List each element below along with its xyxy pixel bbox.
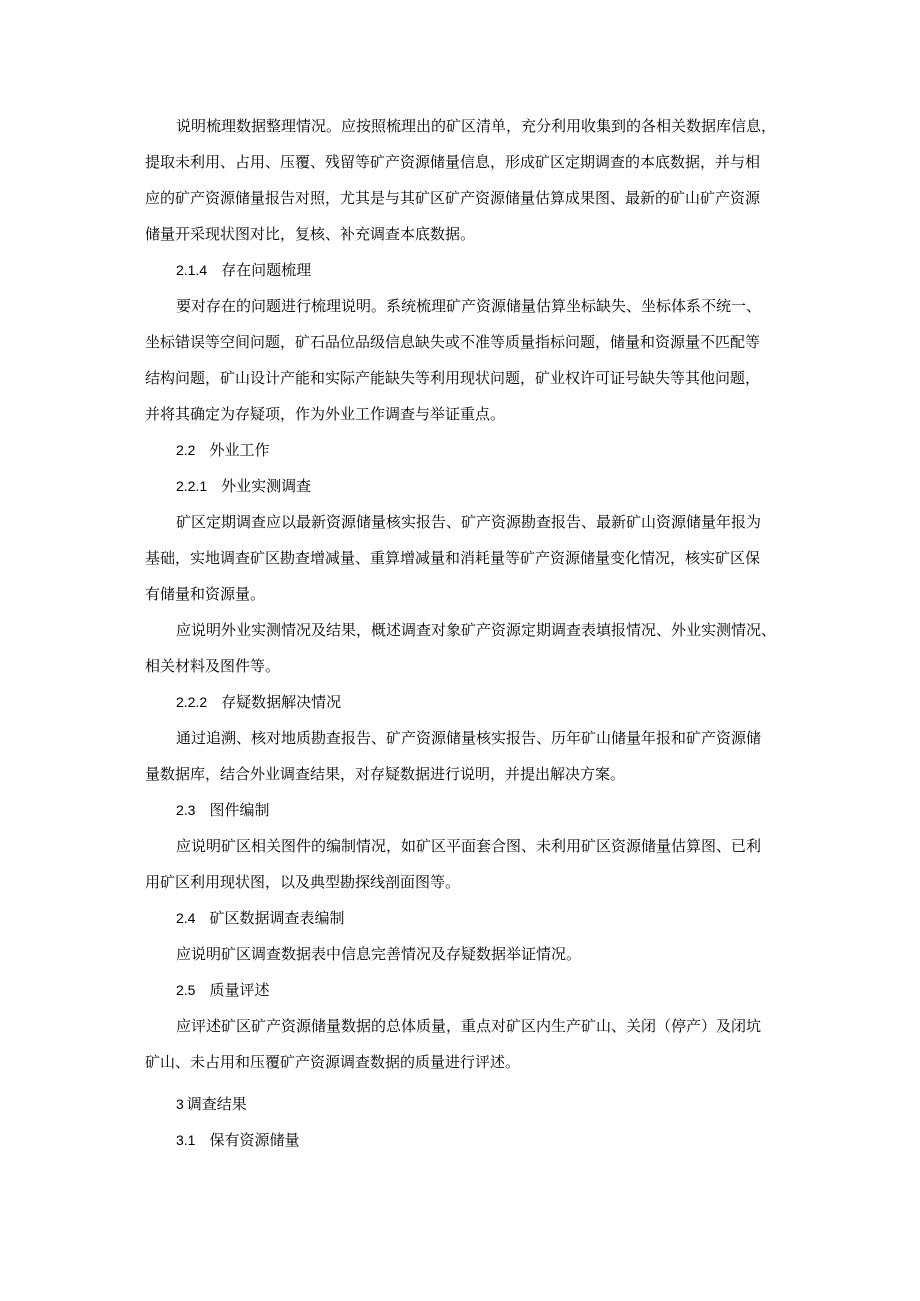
section-number: 3.1: [176, 1132, 196, 1148]
section-heading-2-4: [176, 908, 344, 928]
section-title: 图件编制: [209, 801, 270, 819]
section-number: 2.1.4: [176, 262, 208, 278]
paragraph-line: 矿山、未占用和压覆矿产资源调查数据的质量进行评述。: [145, 1053, 521, 1071]
paragraph-line: 有储量和资源量。: [145, 585, 266, 603]
paragraph-line: 矿区定期调查应以最新资源储量核实报告、矿产资源勘查报告、最新矿山资源储量年报为: [176, 513, 762, 531]
paragraph-line: 量数据库，结合外业调查结果，对存疑数据进行说明，并提出解决方案。: [145, 765, 626, 783]
section-number: 2.2.2: [176, 694, 208, 710]
section-heading-3: [176, 1094, 247, 1114]
paragraph-line: 说明梳理数据整理情况。应按照梳理出的矿区清单，充分利用收集到的各相关数据库信息，: [176, 117, 777, 135]
paragraph-line: 并将其确定为存疑项，作为外业工作调查与举证重点。: [145, 405, 506, 423]
paragraph-line: 应的矿产资源储量报告对照，尤其是与其矿区矿产资源储量估算成果图、最新的矿山矿产资源: [145, 189, 761, 207]
section-title: 外业工作: [209, 441, 270, 459]
paragraph-line: 应说明外业实测情况及结果，概述调查对象矿产资源定期调查表填报情况、外业实测情况、: [176, 621, 777, 639]
section-number: 2.3: [176, 802, 196, 818]
section-heading-2-2: [176, 440, 269, 460]
section-heading-3-1: [176, 1130, 299, 1150]
paragraph-line: 提取未利用、占用、压覆、残留等矿产资源储量信息，形成矿区定期调查的本底数据，并与相: [145, 153, 761, 171]
section-title: 存在问题梳理: [221, 261, 312, 279]
paragraph-line: 结构问题，矿山设计产能和实际产能缺失等利用现状问题，矿业权许可证号缺失等其他问题，: [145, 369, 761, 387]
paragraph-line: 相关材料及图件等。: [145, 657, 281, 675]
section-number: 3: [176, 1096, 184, 1112]
paragraph-line: 基础，实地调查矿区勘查增减量、重算增减量和消耗量等矿产资源储量变化情况，核实矿区保: [145, 549, 761, 567]
paragraph-line: 应说明矿区相关图件的编制情况，如矿区平面套合图、未利用矿区资源储量估算图、已利: [176, 837, 762, 855]
section-title: 调查结果: [186, 1095, 247, 1113]
section-title: 外业实测调查: [221, 477, 312, 495]
section-title: 矿区数据调查表编制: [209, 909, 345, 927]
section-title: 保有资源储量: [209, 1131, 300, 1149]
section-number: 2.2.1: [176, 478, 208, 494]
paragraph-line: 应说明矿区调查数据表中信息完善情况及存疑数据举证情况。: [176, 945, 582, 963]
paragraph-line: 应评述矿区矿产资源储量数据的总体质量，重点对矿区内生产矿山、关闭（停产）及闭坑: [176, 1017, 762, 1035]
section-number: 2.4: [176, 910, 196, 926]
paragraph-line: 坐标错误等空间问题，矿石品位品级信息缺失或不准等质量指标问题，储量和资源量不匹配等: [145, 333, 761, 351]
section-number: 2.5: [176, 982, 196, 998]
section-heading-2-5: [176, 980, 269, 1000]
paragraph-line: 要对存在的问题进行梳理说明。系统梳理矿产资源储量估算坐标缺失、坐标体系不统一、: [176, 297, 762, 315]
paragraph-line: 用矿区利用现状图，以及典型勘探线剖面图等。: [145, 873, 461, 891]
section-title: 质量评述: [209, 981, 270, 999]
paragraph-line: 通过追溯、核对地质勘查报告、矿产资源储量核实报告、历年矿山储量年报和矿产资源储: [176, 729, 762, 747]
section-title: 存疑数据解决情况: [221, 693, 342, 711]
section-number: 2.2: [176, 442, 196, 458]
section-heading-2-3: [176, 800, 269, 820]
section-heading-2-2-2: [176, 692, 341, 712]
section-heading-2-1-4: [176, 260, 311, 280]
paragraph-line: 储量开采现状图对比，复核、补充调查本底数据。: [145, 225, 476, 243]
section-heading-2-2-1: [176, 476, 311, 496]
